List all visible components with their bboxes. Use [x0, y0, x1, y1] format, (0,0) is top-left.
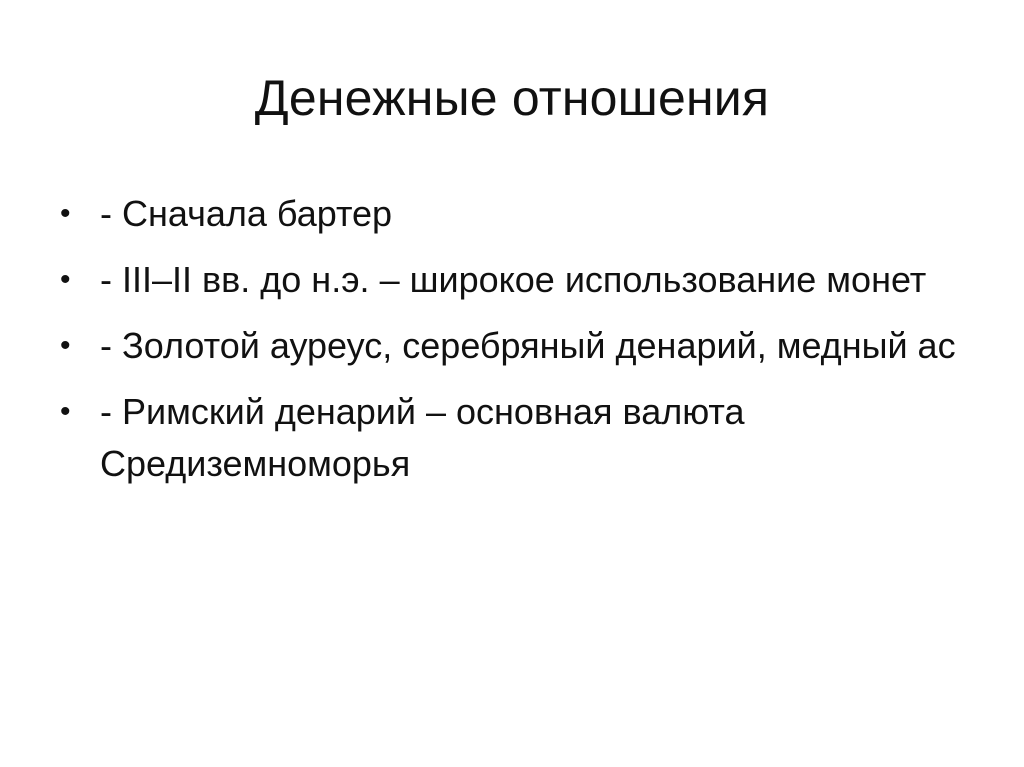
bullet-marker: • — [60, 395, 71, 428]
bullet-item — [60, 320, 960, 372]
bullet-item — [60, 386, 960, 490]
bullet-item — [60, 188, 960, 240]
bullet-text: - Золотой ауреус, серебряный денарий, медный ас — [100, 325, 956, 366]
bullet-item — [60, 254, 960, 306]
bullet-marker: • — [60, 197, 71, 230]
bullet-text: - III–II вв. до н.э. – широкое использование монет — [100, 259, 927, 300]
bullet-marker: • — [60, 329, 71, 362]
bullet-text: - Римский денарий – основная валюта Средиземноморья — [100, 391, 745, 484]
bullet-marker: • — [60, 263, 71, 296]
bullet-text: - Сначала бартер — [100, 193, 393, 234]
slide-title: Денежные отношения — [254, 70, 770, 126]
bullet-list — [60, 188, 960, 504]
